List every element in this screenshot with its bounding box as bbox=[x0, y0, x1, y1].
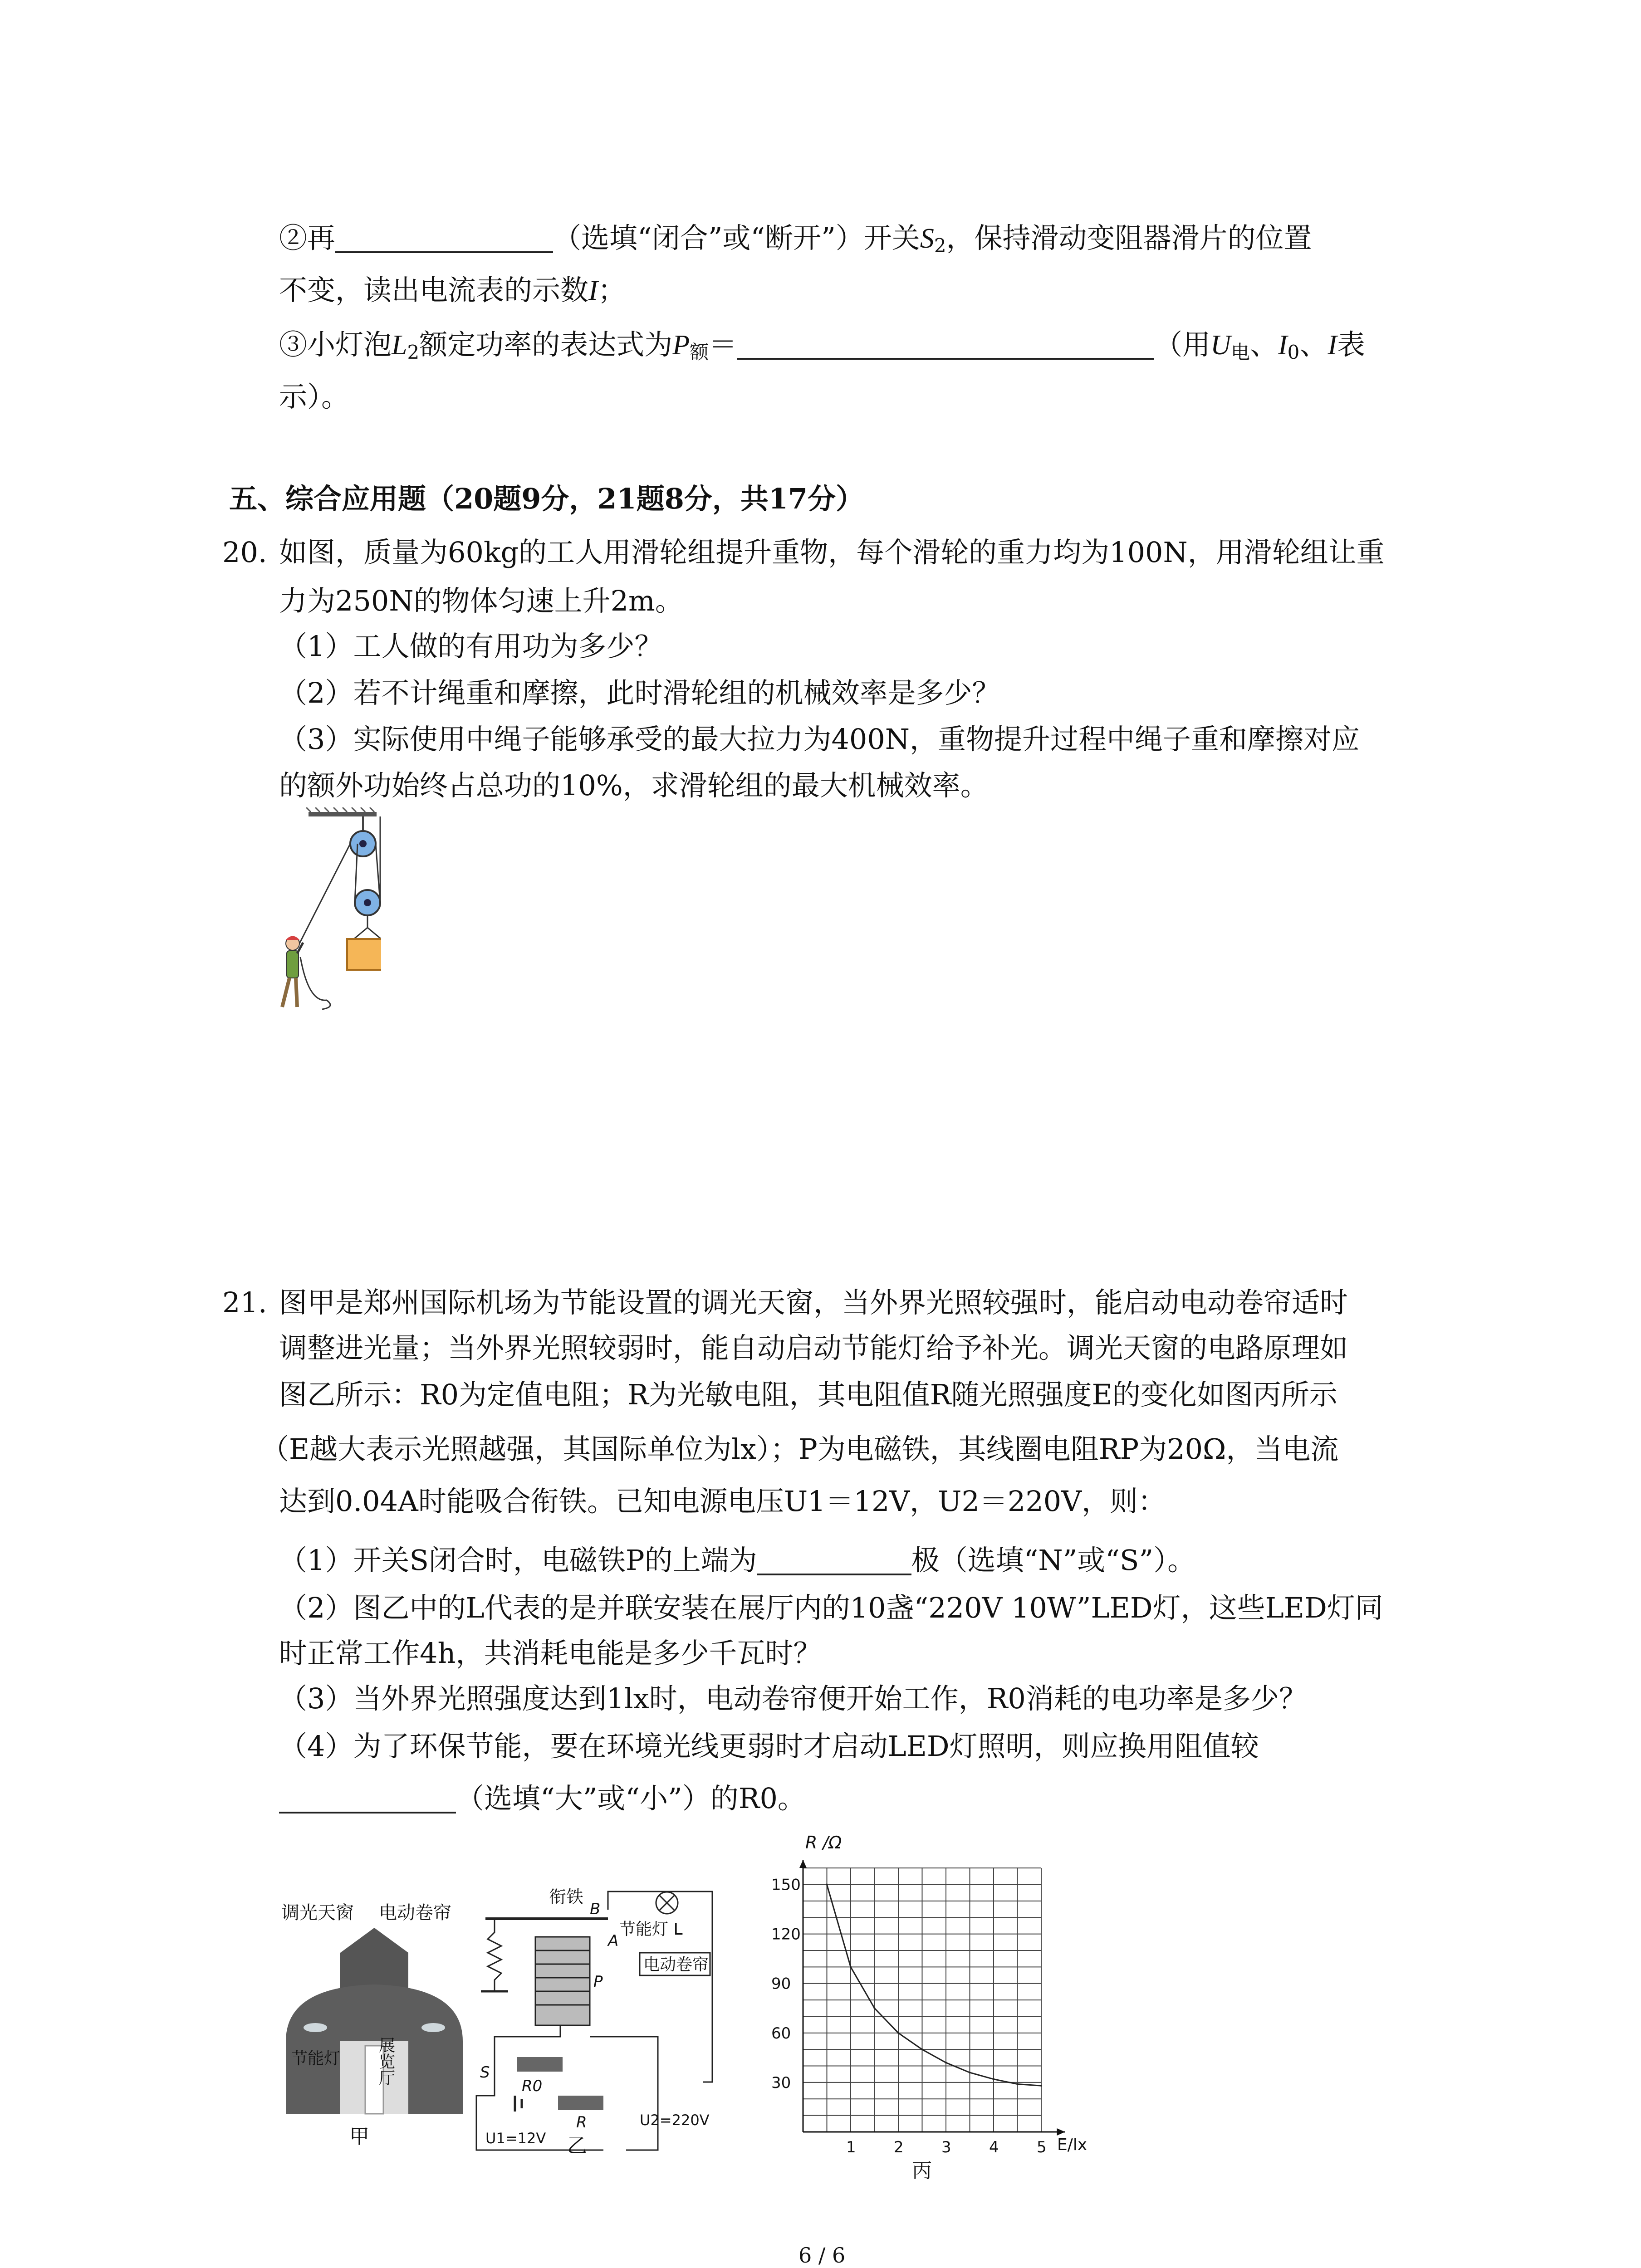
label-p: P bbox=[593, 1973, 603, 1991]
x-tick-label: 1 bbox=[846, 2138, 856, 2156]
q19-step2-line2: 不变，读出电流表的示数I； bbox=[279, 274, 626, 307]
label-lamp: 节能灯 bbox=[291, 2049, 341, 2068]
answer-blank[interactable] bbox=[335, 224, 553, 253]
y-tick-label: 90 bbox=[771, 1975, 791, 1993]
y-tick-label: 150 bbox=[771, 1876, 801, 1894]
worker-figure bbox=[282, 936, 330, 1010]
resistance-curve bbox=[827, 1885, 1042, 2086]
label-r0: R0 bbox=[522, 2077, 543, 2095]
label-curtain: 电动卷帘 bbox=[379, 1902, 451, 1923]
curve-point bbox=[897, 2032, 899, 2034]
y-tick-label: 120 bbox=[771, 1925, 801, 1944]
pulley-figure bbox=[272, 807, 381, 1034]
q19-step3-line1: ③小灯泡$L_2$额定功率的表达式为$P_额=$ （用$U_电$、$I_0$、I表 bbox=[279, 328, 1366, 363]
chart-grid bbox=[803, 1868, 1041, 2132]
label-u2: U2=220V bbox=[640, 2112, 710, 2129]
q20-sub1: （1）工人做的有用功为多少？ bbox=[279, 630, 663, 663]
q21-number: 21. bbox=[222, 1286, 267, 1319]
curve-point bbox=[1040, 2085, 1042, 2087]
curve-point bbox=[993, 2078, 994, 2080]
label-b: B bbox=[590, 1900, 601, 1918]
q20-sub3-line1: （3）实际使用中绳子能够承受的最大拉力为400N，重物提升过程中绳子重和摩擦对应 bbox=[279, 723, 1360, 756]
label-a: A bbox=[608, 1932, 619, 1950]
q21-line2: 调整进光量；当外界光照较弱时，能自动启动节能灯给予补光。调光天窗的电路原理如 bbox=[279, 1331, 1348, 1364]
q21-line5: 达到0.04A时能吸合衔铁。已知电源电压U1＝12V，U2＝220V，则： bbox=[279, 1485, 1166, 1518]
label-curtain: 电动卷帘 bbox=[643, 1955, 709, 1974]
q20-sub2: （2）若不计绳重和摩擦，此时滑轮组的机械效率是多少？ bbox=[279, 676, 1000, 709]
label-hall: 展览厅 bbox=[376, 2037, 395, 2086]
x-tick-label: 3 bbox=[941, 2138, 951, 2156]
q21-sub4-line2: （选填“大”或“小”）的R0。 bbox=[279, 1780, 806, 1817]
r0-resistor bbox=[517, 2057, 563, 2072]
q21-line3: 图乙所示：R0为定值电阻；R为光敏电阻，其电阻值R随光照强度E的变化如图丙所示 bbox=[279, 1378, 1337, 1411]
curve-point bbox=[921, 2048, 923, 2050]
q21-line4: （E越大表示光照越强，其国际单位为lx）；P为电磁铁，其线圈电阻RP为20Ω，当电流 bbox=[261, 1432, 1339, 1466]
q21-sub1: （1）开关S闭合时，电磁铁P的上端为 极（选填“N”或“S”）。 bbox=[279, 1544, 1196, 1577]
x-tick-label: 4 bbox=[989, 2138, 999, 2156]
curve-point bbox=[874, 2007, 876, 2009]
load-box bbox=[347, 939, 381, 970]
curve-point bbox=[826, 1884, 828, 1886]
q21-line1: 图甲是郑州国际机场为节能设置的调光天窗，当外界光照较强时，能启动电动卷帘适时 bbox=[279, 1286, 1348, 1319]
curve-point bbox=[969, 2072, 971, 2073]
q19-step3-line2: 示）。 bbox=[279, 380, 350, 413]
figure-bing-chart bbox=[740, 1823, 1116, 2186]
chart-xlabel: E/lx bbox=[1057, 2136, 1087, 2154]
answer-blank[interactable] bbox=[757, 1546, 911, 1575]
label-u1: U1=12V bbox=[485, 2130, 546, 2147]
q21-sub3: （3）当外界光照强度达到1lx时，电动卷帘便开始工作，R0消耗的电功率是多少？ bbox=[279, 1682, 1307, 1715]
y-tick-label: 60 bbox=[771, 2024, 791, 2043]
q21-sub2-line1: （2）图乙中的L代表的是并联安装在展厅内的10盏“220V 10W”LED灯，这些LED灯同 bbox=[279, 1591, 1383, 1624]
label-skylight: 调光天窗 bbox=[281, 1902, 354, 1923]
q19-step2-line1: ②再 （选填“闭合”或“断开”）开关$S_2$，保持滑动变阻器滑片的位置 bbox=[279, 221, 1312, 257]
chart-caption: 丙 bbox=[912, 2159, 932, 2182]
label-armature: 衔铁 bbox=[549, 1887, 584, 1907]
caption-yi: 乙 bbox=[567, 2134, 587, 2155]
figure-yi bbox=[467, 1882, 730, 2155]
y-tick-label: 30 bbox=[771, 2073, 791, 2092]
label-r: R bbox=[576, 2113, 587, 2131]
curve-point bbox=[850, 1966, 852, 1968]
answer-blank[interactable] bbox=[737, 331, 1154, 360]
q21-sub2-line2: 时正常工作4h，共消耗电能是多少千瓦时？ bbox=[279, 1637, 822, 1670]
skylight-roof bbox=[340, 1928, 408, 1989]
curve-point bbox=[945, 2062, 947, 2063]
page-number: 6 / 6 bbox=[798, 2243, 846, 2268]
r-photoresistor bbox=[558, 2096, 603, 2110]
q20-sub3-line2: 的额外功始终占总功的10%，求滑轮组的最大机械效率。 bbox=[279, 769, 989, 802]
ceiling bbox=[309, 812, 377, 816]
x-tick-label: 2 bbox=[894, 2138, 904, 2156]
q21-sub4-line1: （4）为了环保节能，要在环境光线更弱时才启动LED灯照明，则应换用阻值较 bbox=[279, 1730, 1259, 1763]
curve-point bbox=[1017, 2083, 1019, 2085]
x-tick-label: 5 bbox=[1037, 2138, 1047, 2156]
figure-jia bbox=[281, 1892, 472, 2146]
answer-blank[interactable] bbox=[279, 1784, 456, 1813]
section-title: 五、综合应用题（20题9分，21题8分，共17分） bbox=[229, 482, 864, 515]
caption-jia: 甲 bbox=[349, 2125, 369, 2146]
label-lamp: 节能灯 L bbox=[619, 1920, 683, 1939]
label-s: S bbox=[480, 2063, 490, 2082]
q20-line1: 如图，质量为60kg的工人用滑轮组提升重物，每个滑轮的重力均为100N，用滑轮组让重 bbox=[279, 536, 1385, 569]
q20-number: 20. bbox=[222, 536, 267, 569]
q20-line2: 力为250N的物体匀速上升2m。 bbox=[279, 584, 683, 617]
chart-ylabel: R /Ω bbox=[805, 1833, 842, 1853]
